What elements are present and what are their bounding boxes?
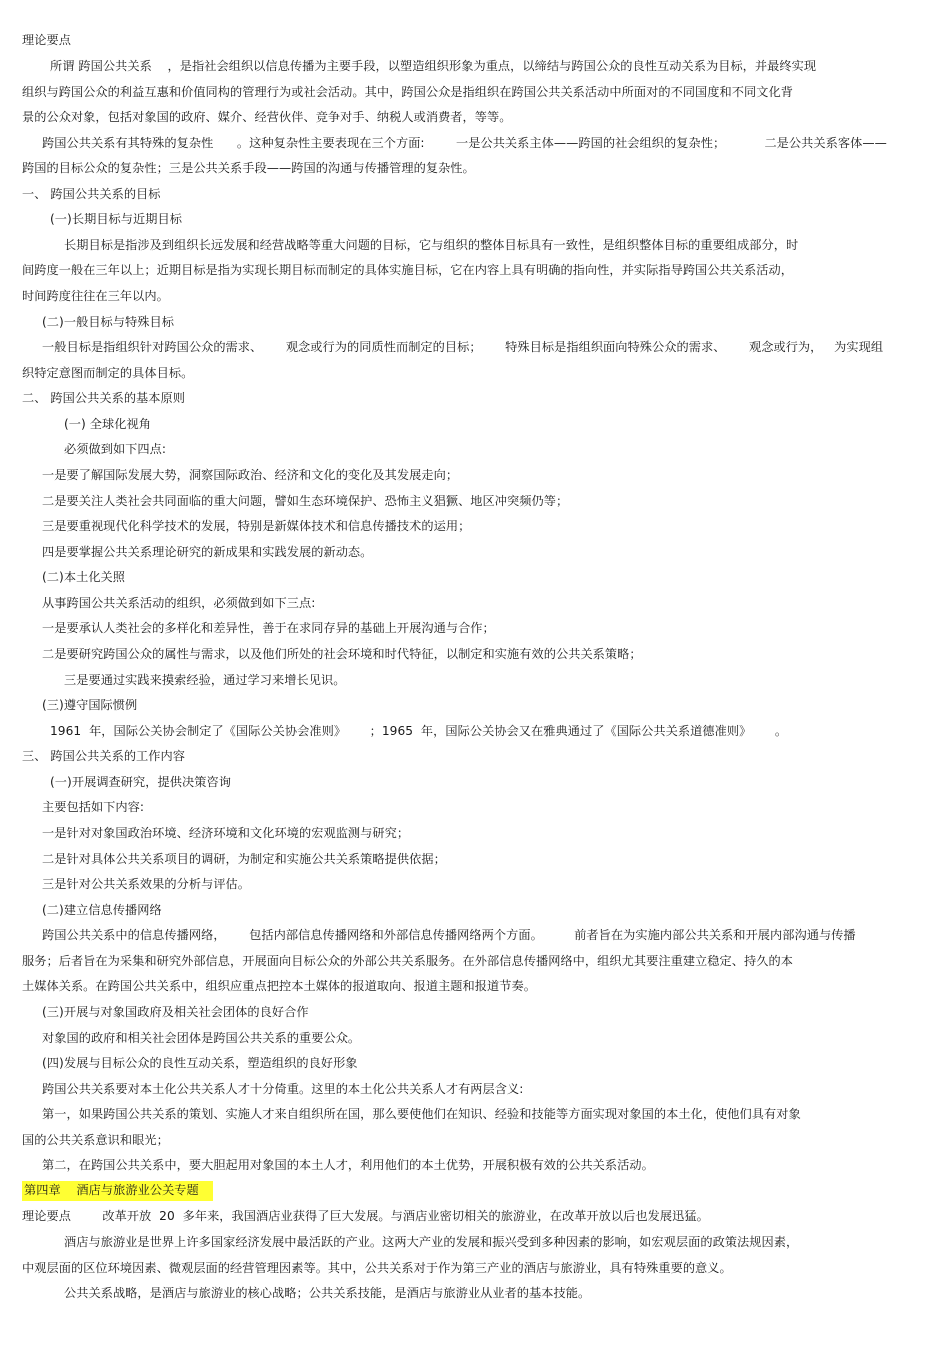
text-line: 三是针对公共关系效果的分析与评估。 xyxy=(42,877,251,891)
text-line: 酒店与旅游业是世界上许多国家经济发展中最活跃的产业。这两大产业的发展和振兴受到多种因素的影响，如宏观层面的政策法规因素， xyxy=(64,1235,799,1249)
text-line: 组织与跨国公众的利益互惠和价值同构的管理行为或社会活动。其中，跨国公众是指组织在跨国公共关系活动中所面对的不同国度和不同文化背 xyxy=(22,85,793,99)
subsection-heading: (二)本土化关照 xyxy=(42,570,126,584)
text-line: 织特定意图而制定的具体目标。 xyxy=(22,366,194,380)
text-line: 二是针对具体公共关系项目的调研，为制定和实施公共关系策略提供依据； xyxy=(42,852,446,866)
text-line: 三是要重视现代化科学技术的发展，特别是新媒体技术和信息传播技术的运用； xyxy=(42,519,471,533)
text-line: 二是要研究跨国公众的属性与需求，以及他们所处的社会环境和时代特征，以制定和实施有效的公共关系策略； xyxy=(42,647,642,661)
subsection-heading: (一)开展调查研究，提供决策咨询 xyxy=(50,775,231,789)
text-line: 跨国公共关系中的信息传播网络， 包括内部信息传播网络和外部信息传播网络两个方面。 前者旨在为实施内部公共关系和开展内部沟通与传播 xyxy=(42,928,856,942)
text-line: 中观层面的区位环境因素、微观层面的经营管理因素等。其中，公共关系对于作为第三产业的酒店与旅游业，具有特殊重要的意义。 xyxy=(22,1261,732,1275)
subsection-heading: (二)一般目标与特殊目标 xyxy=(42,315,174,329)
text-line: 所谓 跨国公共关系 ，是指社会组织以信息传播为主要手段，以塑造组织形象为重点，以缔结与跨国公众的良性互动关系为目标，并最终实现 xyxy=(50,59,817,73)
text-line: 时间跨度往往在三年以内。 xyxy=(22,289,169,303)
text-line: 公共关系战略，是酒店与旅游业的核心战略；公共关系技能，是酒店与旅游业从业者的基本技能。 xyxy=(64,1286,591,1300)
section-heading: 二、 跨国公共关系的基本原则 xyxy=(22,391,186,405)
text-line: 间跨度一般在三年以上；近期目标是指为实现长期目标而制定的具体实施目标，它在内容上具有明确的指向性，并实际指导跨国公共关系活动， xyxy=(22,263,793,277)
text-line: 第二，在跨国公共关系中，要大胆起用对象国的本土人才，利用他们的本土优势，开展积极有效的公共关系活动。 xyxy=(42,1158,654,1172)
subsection-heading: (三)遵守国际惯例 xyxy=(42,698,138,712)
text-line: 跨国的目标公众的复杂性；三是公共关系手段——跨国的沟通与传播管理的复杂性。 xyxy=(22,161,475,175)
text-line: 跨国公共关系要对本土化公共关系人才十分倚重。这里的本土化公共关系人才有两层含义: xyxy=(42,1082,524,1096)
text-line: 对象国的政府和相关社会团体是跨国公共关系的重要公众。 xyxy=(42,1031,361,1045)
text-line: 景的公众对象，包括对象国的政府、媒介、经营伙伴、竞争对手、纳税人或消费者，等等。 xyxy=(22,110,512,124)
text-line: 服务；后者旨在为采集和研究外部信息，开展面向目标公众的外部公共关系服务。在外部信息传播网络中，组织尤其要注重建立稳定、持久的本 xyxy=(22,954,793,968)
text-line: 一是针对对象国政治环境、经济环境和文化环境的宏观监测与研究； xyxy=(42,826,410,840)
subsection-heading: (一)长期目标与近期目标 xyxy=(50,212,182,226)
text-line: 主要包括如下内容: xyxy=(42,800,145,814)
subsection-heading: (三)开展与对象国政府及相关社会团体的良好合作 xyxy=(42,1005,309,1019)
text-line: 理论要点 改革开放 20 多年来，我国酒店业获得了巨大发展。与酒店业密切相关的旅游业，在改革开放以后也发展迅猛。 xyxy=(22,1209,709,1223)
chapter-heading xyxy=(22,1182,213,1198)
text-line: 从事跨国公共关系活动的组织，必须做到如下三点: xyxy=(42,596,316,610)
subsection-heading: (一) 全球化视角 xyxy=(64,417,151,431)
section-heading: 三、 跨国公共关系的工作内容 xyxy=(22,749,186,763)
subsection-heading: (四)发展与目标公众的良性互动关系，塑造组织的良好形象 xyxy=(42,1056,358,1070)
chapter-heading-highlight: 第四章 酒店与旅游业公关专题 xyxy=(22,1181,213,1201)
text-line: 1961 年，国际公关协会制定了《国际公关协会准则》 ；1965 年，国际公关协会又在雅典通过了《国际公共关系道德准则》 。 xyxy=(50,724,788,738)
text-line: 一是要了解国际发展大势，洞察国际政治、经济和文化的变化及其发展走向； xyxy=(42,468,459,482)
text-line: 长期目标是指涉及到组织长远发展和经营战略等重大问题的目标，它与组织的整体目标具有一致性，是组织整体目标的重要组成部分，时 xyxy=(64,238,799,252)
text-line: 二是要关注人类社会共同面临的重大问题，譬如生态环境保护、恐怖主义猖獗、地区冲突频仍等； xyxy=(42,494,569,508)
text-line: 四是要掌握公共关系理论研究的新成果和实践发展的新动态。 xyxy=(42,545,373,559)
subsection-heading: (二)建立信息传播网络 xyxy=(42,903,162,917)
text-line: 跨国公共关系有其特殊的复杂性 。这种复杂性主要表现在三个方面: 一是公共关系主体——跨国的社会组织的复杂性； 二是公共关系客体—— xyxy=(42,136,887,150)
text-line: 一是要承认人类社会的多样化和差异性，善于在求同存异的基础上开展沟通与合作； xyxy=(42,621,495,635)
text-line: 第一，如果跨国公共关系的策划、实施人才来自组织所在国，那么要使他们在知识、经验和技能等方面实现对象国的本土化，使他们具有对象 xyxy=(42,1107,801,1121)
text-line: 三是要通过实践来摸索经验，通过学习来增长见识。 xyxy=(64,673,346,687)
text-line: 一般目标是指组织针对跨国公众的需求、 观念或行为的同质性而制定的目标； 特殊目标是指组织面向特殊公众的需求、 观念或行为， 为实现组 xyxy=(42,340,884,354)
text-line: 理论要点 xyxy=(22,33,71,47)
text-line: 土媒体关系。在跨国公共关系中，组织应重点把控本土媒体的报道取向、报道主题和报道节奏。 xyxy=(22,979,536,993)
section-heading: 一、 跨国公共关系的目标 xyxy=(22,187,161,201)
text-line: 国的公共关系意识和眼光； xyxy=(22,1133,169,1147)
text-line: 必须做到如下四点: xyxy=(64,442,167,456)
